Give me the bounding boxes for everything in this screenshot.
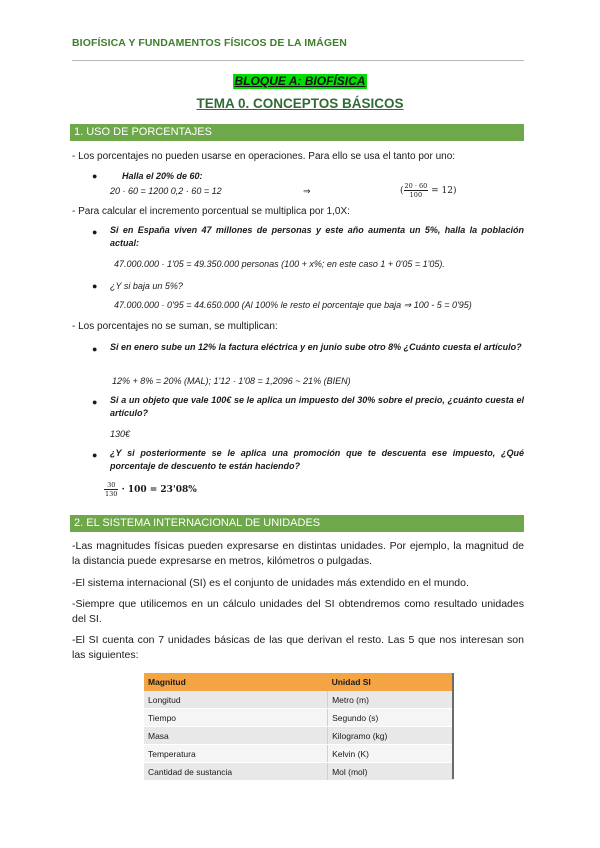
- si-paragraph-2: -El sistema internacional (SI) es el conjunto de unidades más extendido en el mundo.: [72, 577, 469, 589]
- example-4-calc: 12% + 8% = 20% (MAL); 1'12 · 1'08 = 1,2096 ~ 21% (BIEN): [112, 376, 351, 386]
- bullet-icon: ●: [92, 171, 98, 181]
- bullet-icon: ●: [92, 281, 98, 291]
- percentages-intro: - Los porcentajes no pueden usarse en operaciones. Para ello se usa el tanto por uno:: [72, 151, 456, 162]
- formula-result: · 100 = 23'08%: [121, 485, 197, 495]
- bullet-icon: ●: [92, 397, 98, 407]
- table-header-row: [144, 673, 454, 691]
- example-6-formula: [104, 481, 197, 498]
- table-cell-magnitude: Cantidad de sustancia: [144, 763, 328, 781]
- column-header-magnitude: Magnitud: [144, 673, 328, 691]
- si-paragraph-3: -Siempre que utilicemos en un cálculo unidades del SI obtendremos como resultado unidades del SI.: [72, 598, 524, 625]
- example-6-text: ¿Y si posteriormente se le aplica una promoción que te descuenta ese impuesto, ¿Qué porcentaje de descuento te están haciendo?: [110, 448, 524, 471]
- implies-arrow-icon: ⇒: [303, 186, 311, 196]
- fraction-denominator: 130: [105, 490, 118, 498]
- example-4-text: Si en enero sube un 12% la factura eléctrica y en junio sube otro 8% ¿Cuánto cuesta el artículo?: [110, 342, 522, 352]
- table-cell-unit: Mol (mol): [328, 763, 454, 781]
- bullet-icon: ●: [92, 450, 98, 460]
- example-3-label: ¿Y si baja un 5%?: [110, 281, 183, 291]
- topic-title: TEMA 0. CONCEPTOS BÁSICOS: [196, 96, 404, 111]
- table-cell-magnitude: Temperatura: [144, 745, 328, 763]
- si-paragraph-1: -Las magnitudes físicas pueden expresarse en distintas unidades. Por ejemplo, la magnitud de la distancia puede expresarse en metros, kilómetros o pulgadas.: [72, 540, 524, 567]
- table-cell-unit: Kilogramo (kg): [328, 727, 454, 745]
- fraction-denominator: 100: [409, 191, 423, 199]
- running-header: BIOFÍSICA Y FUNDAMENTOS FÍSICOS DE LA IMÁGEN: [72, 37, 347, 49]
- example-3-calc: 47.000.000 · 0'95 = 44.650.000 (Al 100% le resto el porcentaje que baja ⇒ 100 - 5 = 0'95): [114, 300, 472, 310]
- table-cell-unit: Segundo (s): [328, 709, 454, 727]
- example-2-text: Si en España viven 47 millones de personas y este año aumenta un 5%, halla la población actual:: [110, 225, 524, 248]
- fraction-numerator: 30: [104, 481, 118, 490]
- table-row: [144, 745, 454, 763]
- column-header-unit: Unidad SI: [328, 673, 454, 691]
- example-5-text: Si a un objeto que vale 100€ se le aplica un impuesto del 30% sobre el precio, ¿cuánto cuesta el artículo?: [110, 395, 524, 418]
- section-heading-si-units: 2. EL SISTEMA INTERNACIONAL DE UNIDADES: [70, 515, 524, 532]
- bullet-icon: ●: [92, 344, 98, 354]
- bullet-icon: ●: [92, 227, 98, 237]
- table-row: [144, 709, 454, 727]
- example-2-calc: 47.000.000 · 1'05 = 49.350.000 personas (100 + x%; en este caso 1 + 0'05 = 1'05).: [114, 259, 445, 269]
- multiply-intro: - Los porcentajes no se suman, se multiplican:: [72, 321, 278, 332]
- example-1-calc: 20 · 60 = 1200 0,2 · 60 = 12: [110, 186, 222, 196]
- table-cell-magnitude: Tiempo: [144, 709, 328, 727]
- block-title-wrap: [0, 72, 600, 90]
- table-row: [144, 763, 454, 781]
- table-row: [144, 727, 454, 745]
- fraction-numerator: 20 · 60: [404, 182, 428, 190]
- table-edge-shadow: [452, 673, 454, 779]
- table-cell-unit: Metro (m): [328, 691, 454, 709]
- table-cell-magnitude: Masa: [144, 727, 328, 745]
- example-5-answer: 130€: [110, 429, 131, 439]
- block-title: BLOQUE A: BIOFÍSICA: [234, 74, 366, 88]
- si-paragraph-4: -El SI cuenta con 7 unidades básicas de las que derivan el resto. Las 5 que nos interesan son las siguientes:: [72, 634, 524, 661]
- table-cell-unit: Kelvin (K): [328, 745, 454, 763]
- example-1-fraction: ( $\frac{20 \cdot 60}{100}$ = 12): [400, 182, 457, 199]
- section-heading-percentages: 1. USO DE PORCENTAJES: [70, 124, 524, 141]
- increment-intro: - Para calcular el incremento porcentual se multiplica por 1,0X:: [72, 206, 350, 217]
- fraction-result: = 12): [431, 186, 457, 196]
- table-row: [144, 691, 454, 709]
- example-1-label: Halla el 20% de 60:: [122, 171, 203, 181]
- table-cell-magnitude: Longitud: [144, 691, 328, 709]
- si-units-table: [144, 673, 454, 781]
- header-divider: [72, 60, 524, 61]
